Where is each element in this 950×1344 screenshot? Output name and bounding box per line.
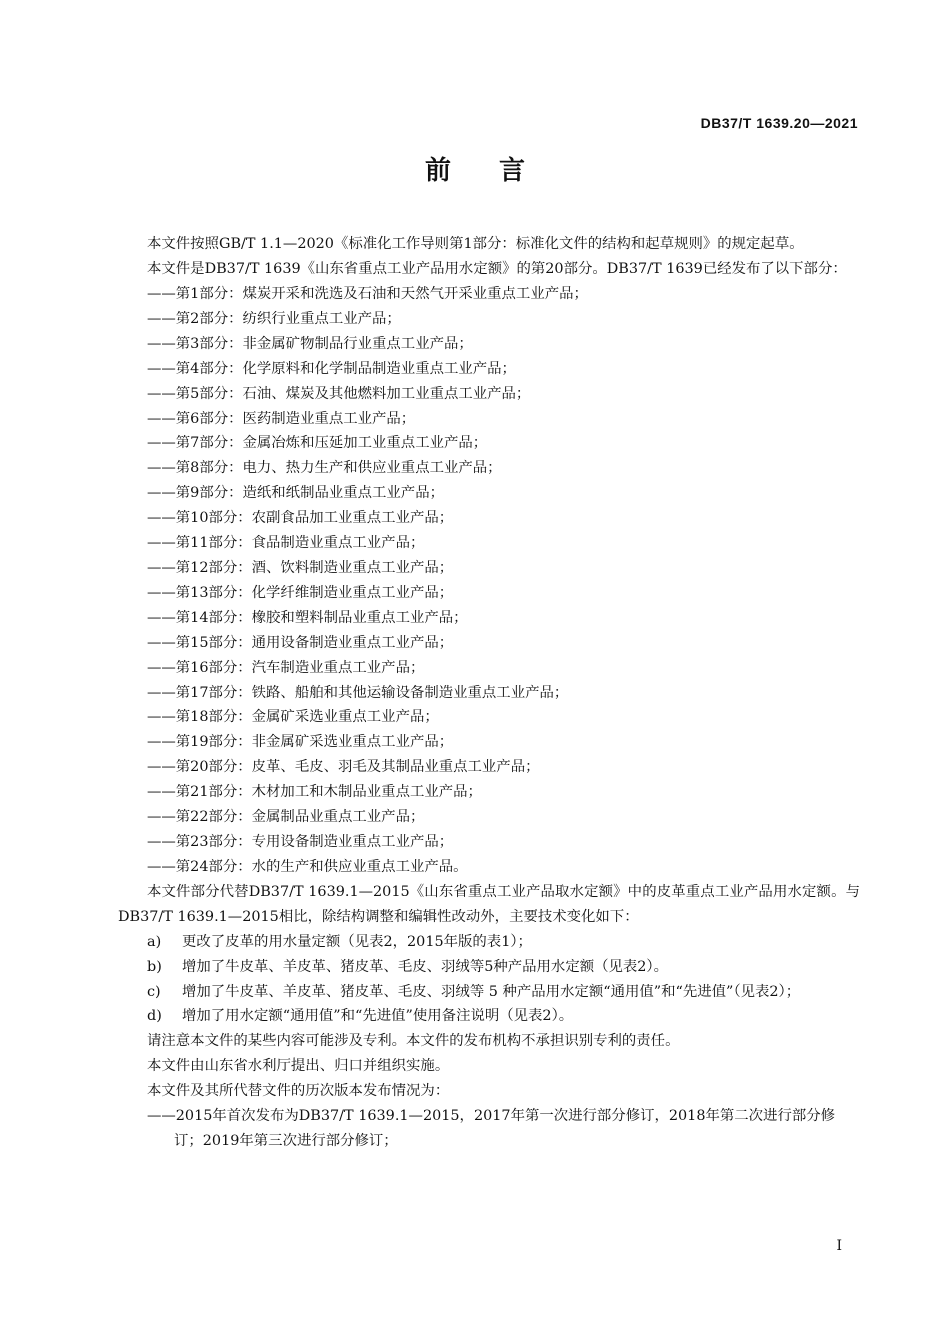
parts-list <box>118 282 860 880</box>
list-item: ——第8部分：电力、热力生产和供应业重点工业产品； <box>147 460 502 477</box>
list-item: ——第17部分：铁路、船舶和其他运输设备制造业重点工业产品； <box>147 684 569 701</box>
list-item <box>118 980 860 1005</box>
page-number: I <box>836 1238 842 1254</box>
history-item: ——2015年首次发布为DB37/T 1639.1—2015，2017年第一次进行部分修订，2018年第二次进行部分修订；2019年第三次进行部分修订； <box>147 1108 836 1150</box>
list-item: ——第4部分：化学原料和化学制品制造业重点工业产品； <box>147 360 516 377</box>
list-item: ——第3部分：非金属矿物制品行业重点工业产品； <box>147 335 473 352</box>
history-intro: 本文件及其所代替文件的历次版本发布情况为： <box>147 1083 450 1100</box>
list-item: ——第14部分：橡胶和塑料制品业重点工业产品； <box>147 609 468 626</box>
list-item: ——第7部分：金属冶炼和压延加工业重点工业产品； <box>147 435 488 452</box>
list-item-label: c) <box>147 983 161 1000</box>
list-item-label: a) <box>147 933 162 950</box>
list-item: ——第1部分：煤炭开采和洗选及石油和天然气开采业重点工业产品； <box>147 286 588 302</box>
list-item: ——第2部分：纺织行业重点工业产品； <box>147 310 401 327</box>
foreword-body <box>118 232 860 1154</box>
list-item <box>118 955 860 980</box>
changes-list <box>118 930 860 1030</box>
list-item: ——第10部分：农副食品加工业重点工业产品； <box>147 510 454 527</box>
list-item: ——第20部分：皮革、毛皮、羽毛及其制品业重点工业产品； <box>147 759 540 776</box>
list-item-text: 更改了皮革的用水量定额（见表2，2015年版的表1）； <box>182 933 532 950</box>
list-item: ——第19部分：非金属矿采选业重点工业产品； <box>147 734 454 751</box>
list-item: ——第21部分：木材加工和木制品业重点工业产品； <box>147 784 482 801</box>
list-item: ——第6部分：医药制造业重点工业产品； <box>147 410 416 427</box>
replacement-paragraph: 本文件部分代替DB37/T 1639.1—2015《山东省重点工业产品取水定额》中的皮革重点工业产品用水定额。与DB37/T 1639.1—2015相比，除结构调整和编辑性改动外，主要技术变化如下： <box>118 883 860 925</box>
list-item: ——第15部分：通用设备制造业重点工业产品； <box>147 634 454 651</box>
list-item: ——第12部分：酒、饮料制造业重点工业产品； <box>147 559 454 576</box>
list-item: ——第5部分：石油、煤炭及其他燃料加工业重点工业产品； <box>147 385 531 402</box>
list-item-label: d) <box>147 1008 162 1025</box>
document-code: DB37/T 1639.20—2021 <box>700 115 858 131</box>
list-item-text: 增加了牛皮革、羊皮革、猪皮革、毛皮、羽绒等 5 种产品用水定额“通用值”和“先进值”（见表2）； <box>182 983 801 1000</box>
list-item: ——第11部分：食品制造业重点工业产品； <box>147 535 425 552</box>
intro-paragraph-2: 本文件是DB37/T 1639《山东省重点工业产品用水定额》的第20部分。DB37/T 1639已经发布了以下部分： <box>147 261 847 277</box>
proposer-statement: 本文件由山东省水利厅提出、归口并组织实施。 <box>147 1058 450 1075</box>
list-item: ——第13部分：化学纤维制造业重点工业产品； <box>147 584 454 601</box>
list-item: ——第22部分：金属制品业重点工业产品； <box>147 809 425 826</box>
list-item: ——第23部分：专用设备制造业重点工业产品； <box>147 833 454 850</box>
list-item <box>118 1004 860 1029</box>
intro-paragraph-1: 本文件按照GB/T 1.1—2020《标准化工作导则第1部分：标准化文件的结构和起草规则》的规定起草。 <box>147 236 804 252</box>
list-item: ——第24部分：水的生产和供应业重点工业产品。 <box>147 858 468 875</box>
list-item: ——第9部分：造纸和纸制品业重点工业产品； <box>147 485 444 502</box>
patent-notice: 请注意本文件的某些内容可能涉及专利。本文件的发布机构不承担识别专利的责任。 <box>147 1033 680 1050</box>
list-item-text: 增加了用水定额“通用值”和“先进值”使用备注说明（见表2）。 <box>182 1008 574 1025</box>
list-item-label: b) <box>147 958 162 975</box>
list-item: ——第16部分：汽车制造业重点工业产品； <box>147 659 425 676</box>
list-item-text: 增加了牛皮革、羊皮革、猪皮革、毛皮、羽绒等5种产品用水定额（见表2）。 <box>182 958 669 975</box>
page-title: 前言 <box>424 156 573 186</box>
list-item <box>118 930 860 955</box>
list-item: ——第18部分：金属矿采选业重点工业产品； <box>147 709 439 726</box>
